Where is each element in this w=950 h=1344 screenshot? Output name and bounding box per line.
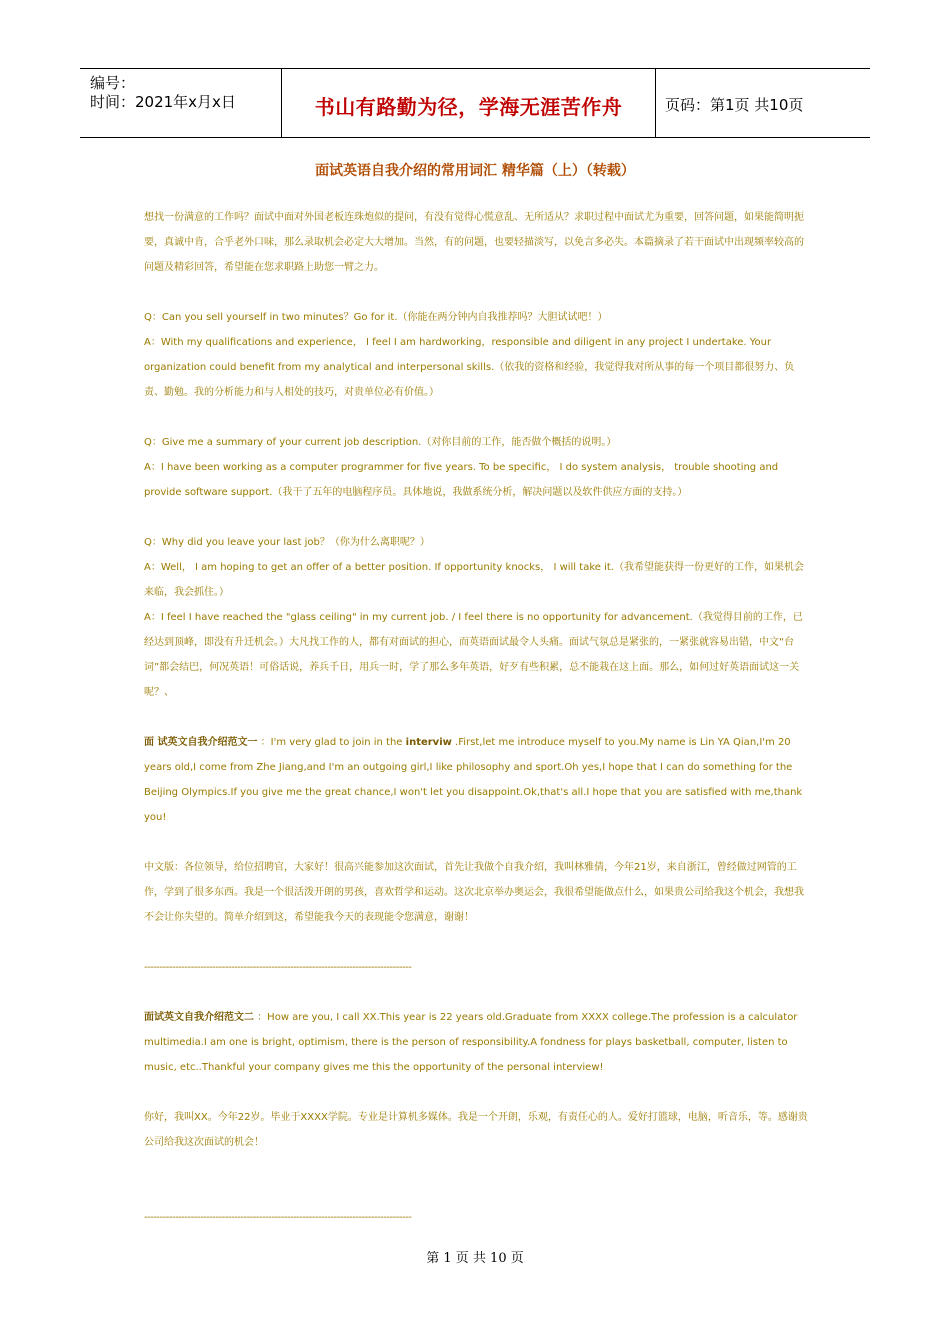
sample-1-label: 面 试英文自我介绍范文一 [144,737,258,748]
separator-1: -------------------------------------------------------------------------------------- [144,962,412,973]
header-meta-cell [80,69,282,137]
document-header [80,68,870,138]
answer-3a: A：Well， I am hoping to get an offer of a better position. If opportunity knocks， I will take it.（我希望能获得一份更好的工作，如果机会来临，我会抓住。） [144,562,804,598]
sample-1-text: .First,let me introduce myself to you.My name is Lin YA Qian,I'm 20 years old,I come from Zhe Jiang,and I'm an outgoing girl,I like philosophy and sport.Oh yes,I hope that I can do something for the Beijing Olympics.If you give me the great chance,I won't let you disappoint.Ok,that's all.I hope that you are satisfied with me,thank you! [144,737,803,823]
sample-2-chinese: 你好，我叫XX。今年22岁。毕业于XXXX学院。专业是计算机多媒体。我是一个开朗，乐观，有责任心的人。爱好打篮球，电脑，听音乐，等。感谢贵公司给我这次面试的机会！ [144,1112,808,1148]
question-2: Q：Give me a summary of your current job description.（对你目前的工作，能否做个概括的说明。） [144,437,617,448]
motto-text: 书山有路勤为径，学海无涯苦作舟 [314,95,623,119]
sample-2-label: 面试英文自我介绍范文二 [144,1012,254,1023]
page-info: 页码：第1页 共10页 [665,96,804,114]
sample-2-text: ：How are you, I call XX.This year is 22 years old.Graduate from XXXX college.The profession is a calculator multimedia.I am one is bright, optimism, there is the person of responsibility.A fondness for plays basketball, computer, listen to music, etc..Thankful your company gives me this the opportunity of the personal interview! [144,1012,798,1073]
sample-1-chinese: 中文版：各位领导，给位招聘官，大家好！很高兴能参加这次面试，首先让我做个自我介绍，我叫林雅倩，今年21岁，来自浙江，曾经做过网管的工作，学到了很多东西。我是一个很活泼开朗的男孩，喜欢哲学和运动。这次北京举办奥运会，我很希望能做点什么，如果贵公司给我这个机会，我想我不会让你失望的。简单介绍到这，希望能我今天的表现能令您满意，谢谢！ [144,862,804,923]
number-label: 编号： [90,74,136,92]
question-3: Q：Why did you leave your last job？（你为什么离职呢？） [144,537,430,548]
separator-2: -------------------------------------------------------------------------------------- [144,1212,412,1223]
date-label: 时间：2021年x月x日 [90,93,236,111]
sample-1-paragraph [144,730,808,830]
sample-2-paragraph [144,1005,808,1080]
document-title: 面试英语自我介绍的常用词汇 精华篇（上）（转载） [315,163,635,179]
header-page-cell [656,69,870,137]
intro-paragraph: 想找一份满意的工作吗？面试中面对外国老板连珠炮似的提问，有没有觉得心慌意乱、无所适从？求职过程中面试尤为重要，回答问题，如果能简明扼要，真诚中肯，合乎老外口味，那么录取机会必定大大增加。当然，有的问题，也要轻描淡写，以免言多必失。本篇摘录了若干面试中出现频率较高的问题及精彩回答，希望能在您求职路上助您一臂之力。 [144,212,804,273]
document-body [144,205,808,1230]
answer-3b: A：I feel I have reached the "glass ceiling" in my current job. / I feel there is no opportunity for advancement.（我觉得目前的工作，已经达到顶峰，即没有升迁机会。）大凡找工作的人，都有对面试的担心，而英语面试最令人头痛。面试气氛总是紧张的，一紧张就容易出错，中文“台词”都会结巴，何况英语！可俗话说，养兵千日，用兵一时，学了那么多年英语，好歹有些积累，总不能栽在这上面。那么，如何过好英语面试这一关呢？、 [144,612,803,698]
sample-1-lead: ：I'm very glad to join in the [257,737,406,748]
sample-1-bold-word: interviw [405,737,452,748]
page-footer: 第 1 页 共 10 页 [426,1251,524,1266]
question-1: Q：Can you sell yourself in two minutes？Go for it.（你能在两分钟内自我推荐吗？大胆试试吧！） [144,312,608,323]
header-motto-cell [282,69,656,137]
answer-1: A：With my qualifications and experience， I feel I am hardworking，responsible and diligent in any project I undertake. Your organization could benefit from my analytical and interpersonal skills.（依我的资格和经验，我觉得我对所从事的每一个项目都很努力、负责、勤勉。我的分析能力和与人相处的技巧，对贵单位必有价值。） [144,337,795,398]
answer-2: A：I have been working as a computer programmer for five years. To be specific， I do system analysis， trouble shooting and provide software support.（我干了五年的电脑程序员。具体地说，我做系统分析，解决问题以及软件供应方面的支持。） [144,462,779,498]
